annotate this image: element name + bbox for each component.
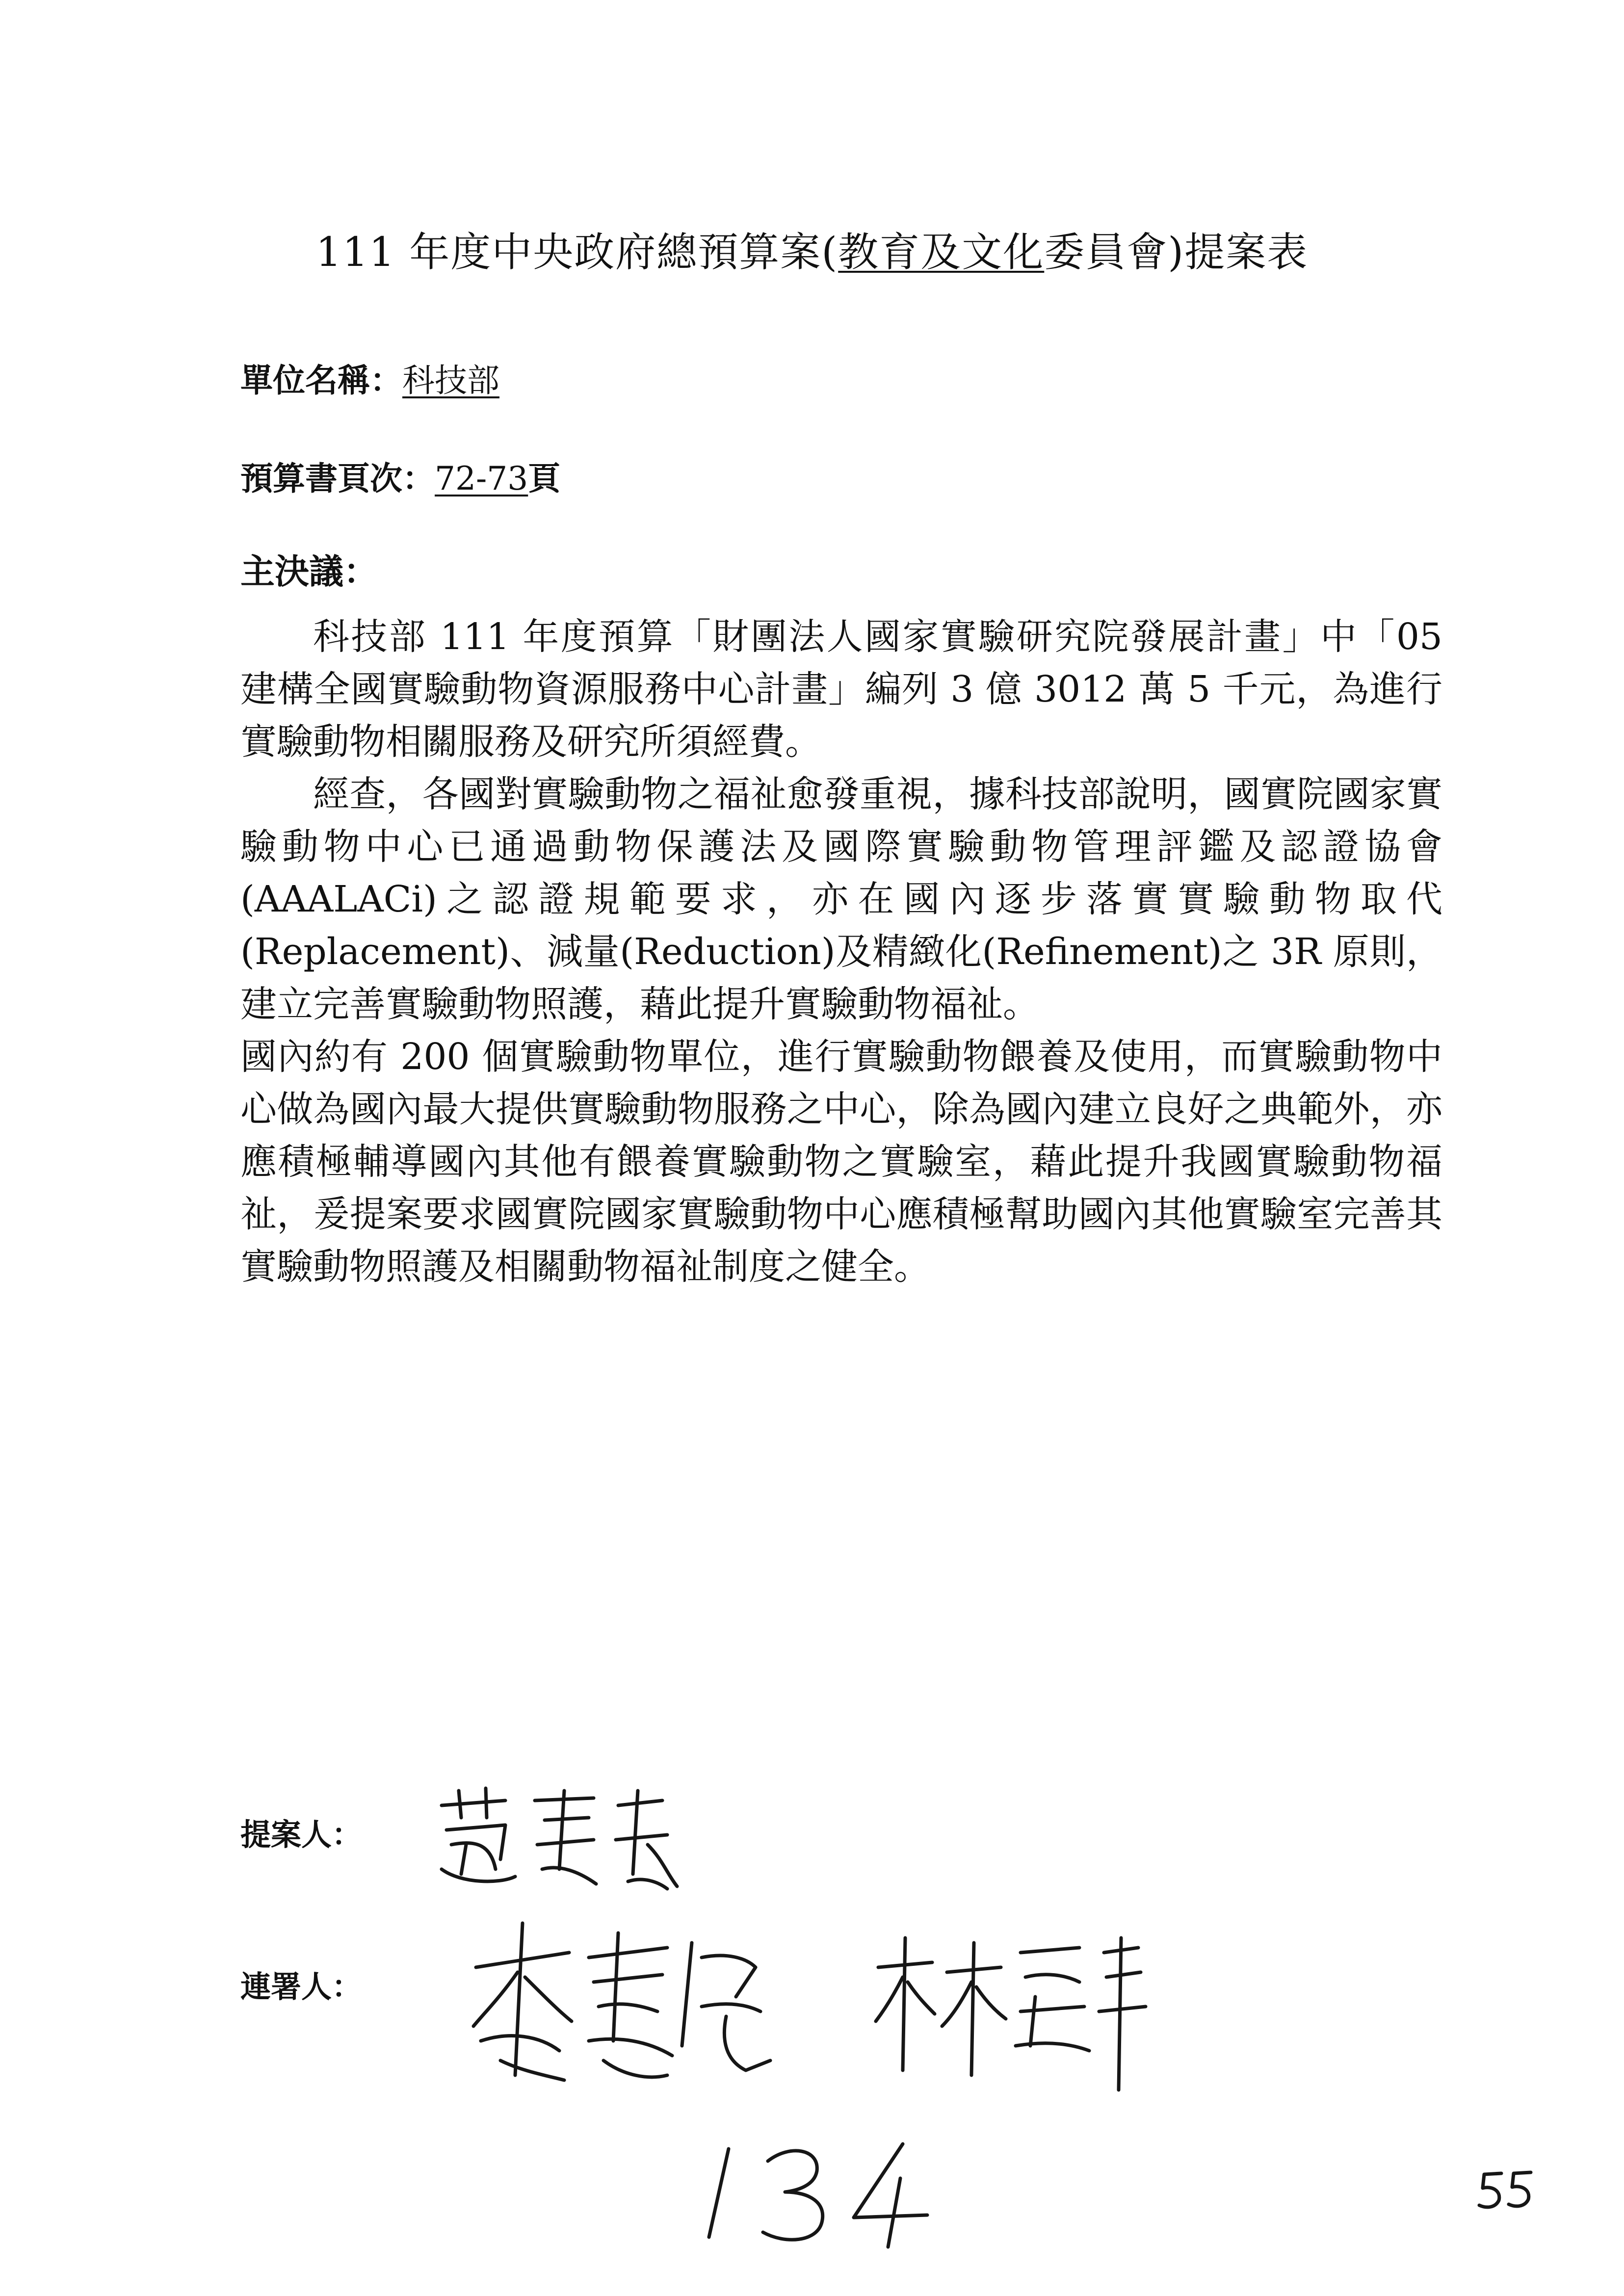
paragraph-2: 經查，各國對實驗動物之福祉愈發重視，據科技部說明，國實院國家實驗動物中心已通過動物保護法及國際實驗動物管理評鑑及認證協會(AAALACi)之認證規範要求，亦在國內逐步落實實驗動物取代(Replacement)、減量(Reduction)及精緻化(Refinement)之 3R 原則，建立完善實驗動物照護，藉此提升實驗動物福祉。 <box>240 773 1442 1025</box>
budget-page-value: 72-73 <box>435 460 528 497</box>
title-part-1: 年度中央政府總預算案( <box>395 229 838 276</box>
cosigner-1-signature <box>471 1913 775 2110</box>
resolution-body <box>240 611 1442 1293</box>
budget-page-suffix: 頁 <box>528 459 561 497</box>
budget-page-label: 預算書頁次： <box>240 459 435 497</box>
cosigner-2-signature <box>873 1923 1148 2110</box>
paragraph-3: 國內約有 200 個實驗動物單位，進行實驗動物餵養及使用，而實驗動物中心做為國內最大提供實驗動物服務之中心，除為國內建立良好之典範外，亦應積極輔導國內其他有餵養實驗動物之實驗室，藉此提升我國實驗動物福祉，爰提案要求國實院國家實驗動物中心應積極幫助國內其他實驗室完善其實驗動物照護及相關動物福祉制度之健全。 <box>240 1036 1442 1288</box>
budget-page-field <box>240 456 560 501</box>
handwritten-page-mark <box>1477 2168 1536 2213</box>
title-year: 111 <box>315 229 396 276</box>
cosigner-label: 連署人： <box>240 1969 363 2005</box>
unit-value: 科技部 <box>402 362 499 399</box>
paragraph-1: 科技部 111 年度預算「財團法人國家實驗研究院發展計畫」中「05 建構全國實驗動物資源服務中心計畫」編列 3 億 3012 萬 5 千元，為進行實驗動物相關服務及研究所須經費。 <box>240 616 1442 763</box>
main-resolution-heading: 主決議： <box>240 551 378 592</box>
handwritten-page-number <box>682 2134 937 2252</box>
title-committee: 教育及文化 <box>838 229 1045 276</box>
unit-field <box>240 358 499 403</box>
document-title <box>0 226 1624 280</box>
title-part-2: 委員會)提案表 <box>1044 229 1309 276</box>
unit-label: 單位名稱： <box>240 361 402 399</box>
proposer-label: 提案人： <box>240 1817 363 1852</box>
proposer-signature <box>432 1771 687 1894</box>
